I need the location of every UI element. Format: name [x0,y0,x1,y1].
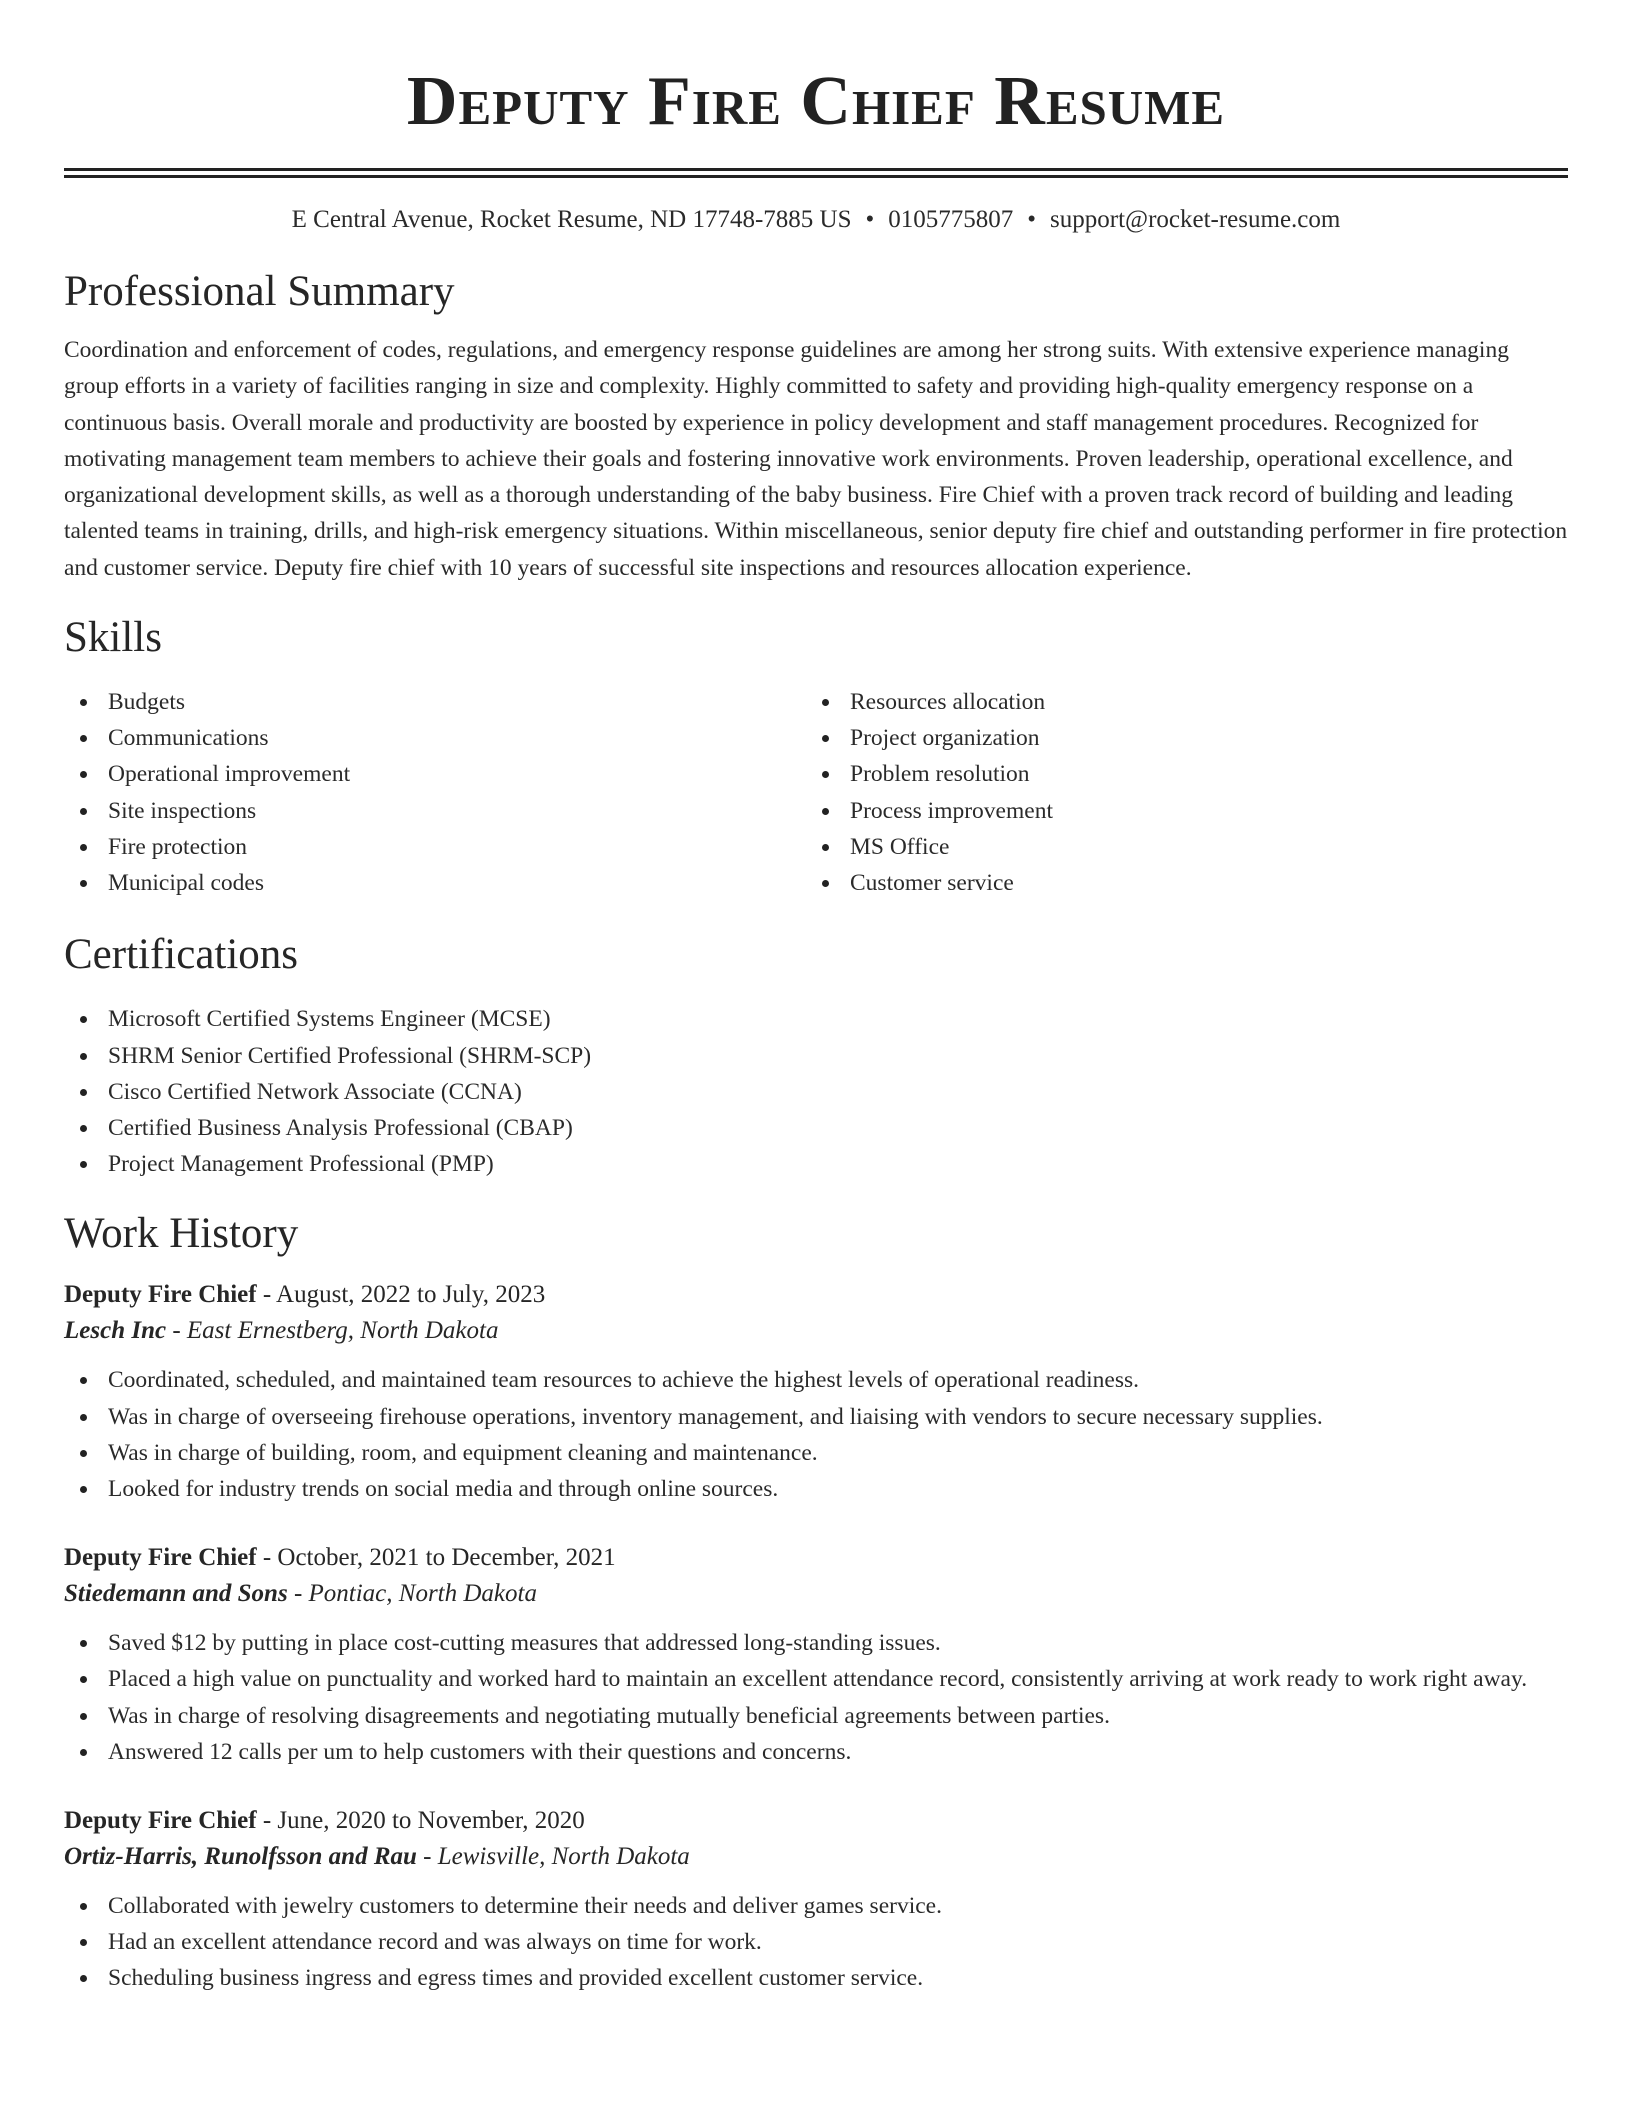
job-duty-item [64,1471,1568,1507]
email: support@rocket-resume.com [1050,206,1341,233]
bullet-icon [822,735,829,742]
skill-item [64,720,806,756]
job-duty-item [64,1924,1568,1960]
skills-heading: Skills [64,614,162,662]
bullet-icon [80,1486,87,1493]
certifications-heading: Certifications [64,931,299,979]
job-duty-item-text: Coordinated, scheduled, and maintained team resources to achieve the highest levels of operational readiness. [108,1367,1140,1394]
bullet-icon [822,699,829,706]
certification-item-text: Cisco Certified Network Associate (CCNA) [108,1078,522,1105]
bullet-icon [80,808,87,815]
bullet-icon [80,844,87,851]
certification-item-text: Project Management Professional (PMP) [108,1151,494,1178]
skill-item-text: Problem resolution [850,761,1030,788]
skill-item [806,684,1548,720]
skills-list-right [806,684,1548,901]
job-duty-item-text: Looked for industry trends on social media and through online sources. [108,1475,779,1502]
skill-item [64,756,806,792]
bullet-icon [822,771,829,778]
skill-item-text: Process improvement [850,797,1053,824]
job-company: Ortiz-Harris, Runolfsson and Rau [64,1842,417,1870]
bullet-icon [80,1676,87,1683]
summary-heading: Professional Summary [64,268,455,315]
skill-item [806,865,1548,901]
certification-item [64,1146,1568,1182]
job-dates: August, 2022 to July, 2023 [276,1281,546,1309]
job-dates: June, 2020 to November, 2020 [277,1806,585,1834]
job-company: Lesch Inc [64,1317,167,1345]
skill-item [806,756,1548,792]
skill-item [64,865,806,901]
certification-item [64,1038,1568,1074]
skill-item-text: Fire protection [108,833,248,860]
bullet-icon [80,1903,87,1910]
job-company-line: Stiedemann and Sons - Pontiac, North Dakota [64,1580,537,1608]
job-dates: October, 2021 to December, 2021 [277,1544,616,1572]
resume-page [64,0,1568,1997]
skill-item-text: Municipal codes [108,870,264,897]
bullet-icon [80,1450,87,1457]
skill-item [64,684,806,720]
job-duty-item-text: Was in charge of overseeing firehouse operations, inventory management, and liaising with vendors to secure necessary supplies. [108,1403,1323,1430]
certifications-list [64,1001,1568,1182]
job-duties-list [64,1625,1568,1770]
bullet-icon [80,1161,87,1168]
certification-item-text: SHRM Senior Certified Professional (SHRM-SCP) [108,1042,592,1069]
bullet-icon [822,844,829,851]
bullet-icon [80,880,87,887]
certification-item [64,1110,1568,1146]
job-duty-item-text: Collaborated with jewelry customers to determine their needs and deliver games service. [108,1892,942,1919]
skills-list-left [64,684,806,901]
certification-item [64,1001,1568,1037]
certification-item-text: Certified Business Analysis Professional (CBAP) [108,1114,573,1141]
bullet-icon [80,1125,87,1132]
job-title-line: Deputy Fire Chief - August, 2022 to July, 2023 [64,1281,546,1309]
skill-item-text: Budgets [108,689,186,716]
bullet-icon [80,1640,87,1647]
skill-item-text: Communications [108,725,269,752]
separator: • [1027,206,1037,233]
job-title-line: Deputy Fire Chief - October, 2021 to December, 2021 [64,1544,616,1572]
job-location: East Ernestberg, North Dakota [186,1317,499,1345]
job-role: Deputy Fire Chief [64,1806,257,1834]
job-duties-list [64,1362,1568,1507]
job-duty-item [64,1435,1568,1471]
page-title: Deputy Fire Chief Resume [406,63,1226,140]
job-duty-item [64,1888,1568,1924]
bullet-icon [80,1377,87,1384]
bullet-icon [80,1053,87,1060]
skill-item [806,720,1548,756]
job-entry [64,1804,1568,1997]
address: E Central Avenue, Rocket Resume, ND 17748-7885 US [291,206,852,233]
skill-item [806,793,1548,829]
job-location: Lewisville, North Dakota [437,1842,690,1870]
job-company-line: Ortiz-Harris, Runolfsson and Rau - Lewisville, North Dakota [64,1842,690,1870]
job-entry [64,1278,1568,1507]
work-history-list [64,1278,1568,1996]
separator: • [865,206,875,233]
job-role: Deputy Fire Chief [64,1281,257,1309]
skill-item-text: MS Office [850,833,950,860]
job-duty-item [64,1734,1568,1770]
job-duty-item [64,1960,1568,1996]
bullet-icon [80,735,87,742]
job-entry [64,1541,1568,1770]
job-role: Deputy Fire Chief [64,1544,257,1572]
bullet-icon [80,1939,87,1946]
bullet-icon [80,1414,87,1421]
job-duty-item [64,1362,1568,1398]
job-location: Pontiac, North Dakota [308,1580,537,1608]
job-company: Stiedemann and Sons [64,1580,288,1608]
skill-item [64,793,806,829]
job-duty-item-text: Saved $12 by putting in place cost-cutting measures that addressed long-standing issues. [108,1630,941,1657]
job-title-line: Deputy Fire Chief - June, 2020 to November, 2020 [64,1806,585,1834]
skill-item-text: Site inspections [108,797,257,824]
job-duty-item [64,1661,1568,1697]
phone: 0105775807 [888,206,1014,233]
skill-item-text: Project organization [850,725,1040,752]
bullet-icon [80,1749,87,1756]
job-duties-list [64,1888,1568,1997]
skills-grid [64,684,1568,901]
skill-item-text: Resources allocation [850,689,1046,716]
job-duty-item-text: Was in charge of building, room, and equipment cleaning and maintenance. [108,1439,818,1466]
skill-item-text: Customer service [850,870,1014,897]
job-duty-item-text: Scheduling business ingress and egress times and provided excellent customer service. [108,1965,924,1992]
job-duty-item [64,1625,1568,1661]
bullet-icon [822,808,829,815]
bullet-icon [80,1713,87,1720]
job-duty-item-text: Answered 12 calls per um to help customers with their questions and concerns. [108,1738,852,1765]
bullet-icon [80,1089,87,1096]
job-duty-item-text: Had an excellent attendance record and was always on time for work. [108,1929,762,1956]
bullet-icon [80,1975,87,1982]
double-rule-divider [64,168,1568,178]
bullet-icon [822,880,829,887]
skill-item [64,829,806,865]
work-history-heading: Work History [64,1210,299,1258]
contact-line [64,204,1568,236]
skill-item-text: Operational improvement [108,761,351,788]
certification-item-text: Microsoft Certified Systems Engineer (MCSE) [108,1006,551,1033]
bullet-icon [80,771,87,778]
skill-item [806,829,1548,865]
certification-item [64,1074,1568,1110]
job-company-line: Lesch Inc - East Ernestberg, North Dakota [64,1317,499,1345]
job-duty-item-text: Placed a high value on punctuality and worked hard to maintain an excellent attendance record, consistently arriving at work ready to work right away. [108,1666,1528,1693]
bullet-icon [80,1016,87,1023]
bullet-icon [80,699,87,706]
job-duty-item [64,1698,1568,1734]
job-duty-item [64,1399,1568,1435]
summary-text: Coordination and enforcement of codes, regulations, and emergency response guidelines are among her strong suits. With extensive experience managing group efforts in a variety of facilities ranging in size and complexity. Highly committed to safety and providing high-quality emergency response on a continuous basis. Overall morale and productivity are boosted by experience in policy development and staff management procedures. Recognized for motivating management team members to achieve their goals and fostering innovative work environments. Proven leadership, operational excellence, and organizational development skills, as well as a thorough understanding of the baby business. Fire Chief with a proven track record of building and leading talented teams in training, drills, and high-risk emergency situations. Within miscellaneous, senior deputy fire chief and outstanding performer in fire protection and customer service. Deputy fire chief with 10 years of successful site inspections and resources allocation experience. [64,337,1568,581]
job-duty-item-text: Was in charge of resolving disagreements and negotiating mutually beneficial agreements between parties. [108,1702,1110,1729]
